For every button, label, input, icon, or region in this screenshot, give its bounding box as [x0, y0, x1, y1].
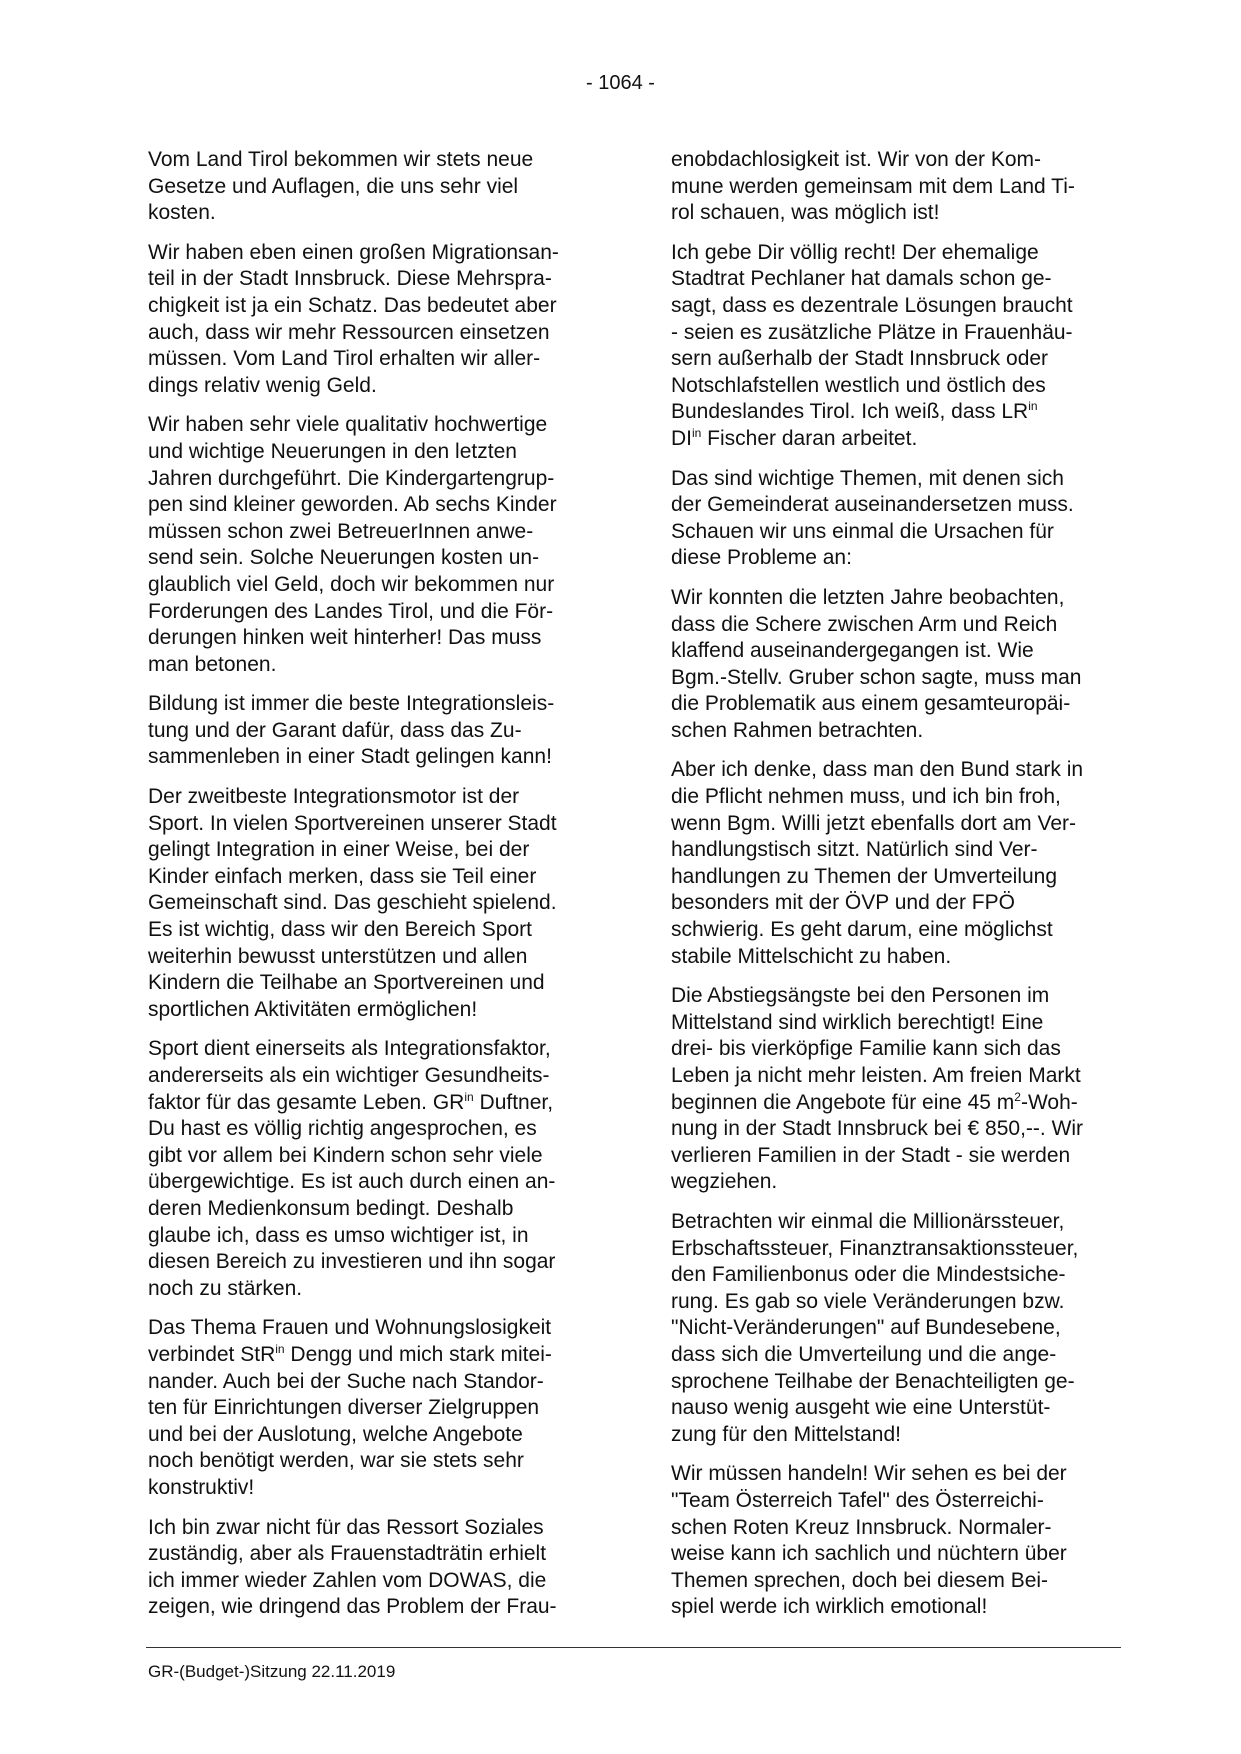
- text-run: Das Thema Frauen und Wohnungslosigkeit verbindet StR: [148, 1316, 552, 1366]
- paragraph: Vom Land Tirol bekommen wir stets neue Gesetze und Auflagen, die uns sehr viel kosten.: [148, 148, 534, 225]
- paragraph: Aber ich denke, dass man den Bund stark in die Pflicht nehmen muss, und ich bin froh, wenn Bgm. Willi jetzt ebenfalls dort am Ver- handlungstisch sitzt. Natürlich sind Ver- handlungen zu Themen der Umverteilung besonders mit der ÖVP und der FPÖ schwierig. Es geht darum, eine möglichst stabile Mittelschicht zu haben.: [671, 758, 1084, 968]
- text-run: Fischer daran arbeitet.: [701, 426, 918, 450]
- superscript: in: [692, 425, 702, 440]
- paragraph: Wir haben eben einen großen Migrationsan- teil in der Stadt Innsbruck. Diese Mehrspra- chigkeit ist ja ein Schatz. Das bedeutet aber auch, dass wir mehr Ressourcen einsetzen müssen. Vom Land Tirol erhalten wir aller- dings relativ wenig Geld.: [148, 240, 559, 397]
- paragraph: [148, 1036, 598, 1302]
- paragraph: Wir haben sehr viele qualitativ hochwertige und wichtige Neuerungen in den letzten Jahren durchgeführt. Die Kindergartengrup- pen sind kleiner geworden. Ab sechs Kinder müssen schon zwei BetreuerInnen anwe- send sein. Solche Neuerungen kosten un- glaublich viel Geld, doch wir bekommen nur Forderungen des Landes Tirol, und die För- derungen hinken weit hinterher! Das muss man betonen.: [148, 413, 557, 676]
- text-run: Ich gebe Dir völlig recht! Der ehemalige Stadtrat Pechlaner hat damals schon ge- sagt, dass es dezentrale Lösungen braucht - seien es zusätzliche Plätze in Frauenhäu- sern außerhalb der Stadt Innsbruck oder Notschlafstellen westlich und östlich des Bundeslandes Tirol. Ich weiß, dass LR: [671, 240, 1073, 424]
- text-run: Duftner, Du hast es völlig richtig angesprochen, es gibt vor allem bei Kindern schon sehr viele übergewichtige. Es ist auch durch einen an- deren Medienkonsum bedingt. Deshalb glaube ich, dass es umso wichtiger ist, in diesen Bereich zu investieren und ihn sogar noch zu stärken.: [148, 1090, 556, 1300]
- paragraph: [148, 1315, 598, 1501]
- footer-divider: [146, 1647, 1121, 1648]
- superscript: in: [275, 1341, 285, 1356]
- paragraph: [671, 983, 1121, 1196]
- left-column: [148, 147, 598, 1634]
- paragraph: Wir müssen handeln! Wir sehen es bei der "Team Österreich Tafel" des Österreichi- schen Roten Kreuz Innsbruck. Normaler- weise kann ich sachlich und nüchtern über Themen sprechen, doch bei diesem Bei- spiel werde ich wirklich emotional!: [671, 1462, 1067, 1619]
- superscript: in: [464, 1089, 474, 1104]
- text-run: DI: [671, 426, 692, 450]
- paragraph: Betrachten wir einmal die Millionärssteuer, Erbschaftssteuer, Finanztransaktionssteuer, den Familienbonus oder die Mindestsiche- rung. Es gab so viele Veränderungen bzw. "Nicht-Veränderungen" auf Bundesebene, dass sich die Umverteilung und die ange- sprochene Teilhabe der Benachteiligten ge- nauso wenig ausgeht wie eine Unterstüt- zung für den Mittelstand!: [671, 1209, 1079, 1446]
- page-number: - 1064 -: [586, 72, 655, 94]
- text-run: Sport dient einerseits als Integrationsfaktor, andererseits als ein wichtiger Gesundheits- faktor für das gesamte Leben. GR: [148, 1037, 551, 1114]
- superscript: in: [1028, 399, 1038, 414]
- paragraph: [671, 240, 1121, 453]
- superscript: 2: [1014, 1089, 1021, 1104]
- paragraph: Wir konnten die letzten Jahre beobachten, dass die Schere zwischen Arm und Reich klaffend auseinandergegangen ist. Wie Bgm.-Stellv. Gruber schon sagte, muss man die Problematik aus einem gesamteuropäi- schen Rahmen betrachten.: [671, 585, 1082, 742]
- right-column: [671, 147, 1121, 1634]
- paragraph: enobdachlosigkeit ist. Wir von der Kom- mune werden gemeinsam mit dem Land Ti- rol schauen, was möglich ist!: [671, 148, 1075, 225]
- paragraph: Ich bin zwar nicht für das Ressort Soziales zuständig, aber als Frauenstadträtin erhielt ich immer wieder Zahlen vom DOWAS, die zeigen, wie dringend das Problem der Frau-: [148, 1515, 557, 1619]
- text-run: -Woh- nung in der Stadt Innsbruck bei € 850,--. Wir verlieren Familien in der Stadt - sie werden wegziehen.: [671, 1090, 1084, 1194]
- text-run: Die Abstiegsängste bei den Personen im Mittelstand sind wirklich berechtigt! Eine drei- bis vierköpfige Familie kann sich das Leben ja nicht mehr leisten. Am freien Markt beginnen die Angebote für eine 45 m: [671, 984, 1081, 1114]
- paragraph: Der zweitbeste Integrationsmotor ist der Sport. In vielen Sportvereinen unserer Stadt gelingt Integration in einer Weise, bei der Kinder einfach merken, dass sie Teil einer Gemeinschaft sind. Das geschieht spielend. Es ist wichtig, dass wir den Bereich Sport weiterhin bewusst unterstützen und allen Kindern die Teilhabe an Sportvereinen und sportlichen Aktivitäten ermöglichen!: [148, 785, 557, 1021]
- paragraph: Bildung ist immer die beste Integrationsleis- tung und der Garant dafür, dass das Zu- sammenleben in einer Stadt gelingen kann!: [148, 692, 555, 769]
- footer-label: GR-(Budget-)Sitzung 22.11.2019: [148, 1662, 396, 1681]
- text-run: Dengg und mich stark mitei- nander. Auch bei der Suche nach Standor- ten für Einrichtungen diverser Zielgruppen und bei der Auslotung, welche Angebote noch benötigt werden, war sie stets sehr konstruktiv!: [148, 1342, 552, 1499]
- paragraph: Das sind wichtige Themen, mit denen sich der Gemeinderat auseinandersetzen muss. Schauen wir uns einmal die Ursachen für diese Probleme an:: [671, 466, 1074, 570]
